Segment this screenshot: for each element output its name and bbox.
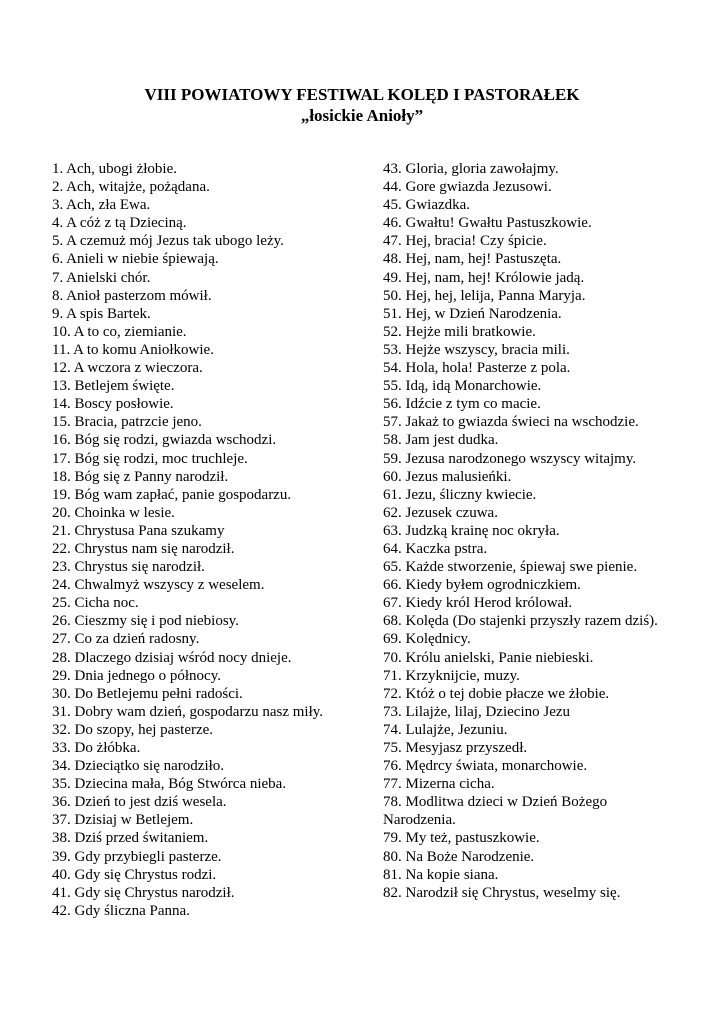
song-item: 28. Dlaczego dzisiaj wśród nocy dnieje.	[52, 649, 292, 666]
song-item: 10. A to co, ziemianie.	[52, 323, 187, 340]
song-item: 80. Na Boże Narodzenie.	[383, 848, 535, 865]
festival-title: VIII POWIATOWY FESTIWAL KOLĘD I PASTORAŁEK	[144, 85, 580, 104]
song-item: 30. Do Betlejemu pełni radości.	[52, 685, 243, 702]
song-item: 79. My też, pastuszkowie.	[383, 830, 540, 847]
song-item: 27. Co za dzień radosny.	[52, 631, 200, 648]
song-item: 31. Dobry wam dzień, gospodarzu nasz miły.	[52, 703, 324, 720]
song-item: 77. Mizerna cicha.	[383, 776, 495, 793]
song-item: 56. Idźcie z tym co macie.	[383, 396, 541, 413]
song-item: 51. Hej, w Dzień Narodzenia.	[383, 305, 562, 322]
song-item: 49. Hej, nam, hej! Królowie jadą.	[383, 269, 585, 286]
song-item: 13. Betlejem święte.	[52, 378, 175, 395]
song-item: 29. Dnia jednego o północy.	[52, 667, 221, 684]
song-item: 81. Na kopie siana.	[383, 866, 499, 883]
song-item: 38. Dziś przed świtaniem.	[52, 830, 209, 847]
festival-subtitle: „łosickie Anioły”	[300, 106, 424, 125]
song-item: 18. Bóg się z Panny narodził.	[52, 468, 229, 485]
song-item: 72. Któż o tej dobie płacze we żłobie.	[383, 685, 610, 702]
song-item: 25. Cicha noc.	[52, 595, 139, 612]
song-item: 46. Gwałtu! Gwałtu Pastuszkowie.	[383, 215, 592, 232]
song-item: 58. Jam jest dudka.	[383, 432, 499, 449]
song-item: 33. Do żłóbka.	[52, 740, 141, 756]
song-item: 40. Gdy się Chrystus rodzi.	[52, 866, 217, 883]
song-item: 19. Bóg wam zapłać, panie gospodarzu.	[52, 486, 292, 503]
song-item: 66. Kiedy byłem ogrodniczkiem.	[383, 577, 581, 594]
song-item: 62. Jezusek czuwa.	[383, 504, 498, 521]
song-item: 23. Chrystus się narodził.	[52, 559, 205, 576]
song-item: 47. Hej, bracia! Czy śpicie.	[383, 233, 547, 250]
song-item: 16. Bóg się rodzi, gwiazda wschodzi.	[52, 432, 277, 449]
song-item: 65. Każde stworzenie, śpiewaj swe pienie.	[383, 559, 638, 576]
song-item: 2. Ach, witajże, pożądana.	[52, 179, 210, 196]
song-item: 8. Anioł pasterzom mówił.	[52, 287, 212, 304]
song-item: 67. Kiedy król Herod królował.	[383, 595, 573, 612]
song-list-right	[383, 160, 683, 902]
song-item: 45. Gwiazdka.	[383, 197, 471, 214]
song-item: 71. Krzyknijcie, muzy.	[383, 667, 520, 684]
song-item: 22. Chrystus nam się narodził.	[52, 540, 235, 557]
song-item: 52. Hejże mili bratkowie.	[383, 323, 536, 340]
song-item: 9. A spis Bartek.	[52, 305, 151, 322]
document-header	[0, 84, 724, 126]
song-item: 73. Lilajże, lilaj, Dziecino Jezu	[383, 703, 571, 720]
song-item: 76. Mędrcy świata, monarchowie.	[383, 758, 588, 775]
song-item: 61. Jezu, śliczny kwiecie.	[383, 486, 537, 503]
song-item: 53. Hejże wszyscy, bracia mili.	[383, 341, 570, 358]
song-item: 55. Idą, idą Monarchowie.	[383, 378, 542, 395]
song-item: 17. Bóg się rodzi, moc truchleje.	[52, 450, 248, 467]
song-item: 15. Bracia, patrzcie jeno.	[52, 414, 202, 431]
song-item: 35. Dziecina mała, Bóg Stwórca nieba.	[52, 776, 287, 793]
song-item: 42. Gdy śliczna Panna.	[52, 902, 190, 919]
song-item: 24. Chwalmyż wszyscy z weselem.	[52, 577, 265, 594]
song-item: 63. Judzką krainę noc okryła.	[383, 522, 560, 539]
song-item: 48. Hej, nam, hej! Pastuszęta.	[383, 251, 562, 268]
song-item: 6. Anieli w niebie śpiewają.	[52, 251, 219, 268]
song-item: 21. Chrystusa Pana szukamy	[52, 522, 225, 539]
song-item: 32. Do szopy, hej pasterze.	[52, 721, 214, 738]
song-item: 78. Modlitwa dzieci w Dzień Bożego Narodzenia.	[383, 794, 608, 829]
song-item: 70. Królu anielski, Panie niebieski.	[383, 649, 594, 666]
song-item: 57. Jakaż to gwiazda świeci na wschodzie.	[383, 414, 639, 431]
song-item: 36. Dzień to jest dziś wesela.	[52, 794, 227, 811]
song-item: 39. Gdy przybiegli pasterze.	[52, 848, 222, 865]
song-item: 43. Gloria, gloria zawołajmy.	[383, 161, 559, 177]
song-item: 1. Ach, ubogi żłobie.	[52, 161, 177, 177]
song-item: 69. Kolędnicy.	[383, 631, 471, 648]
song-item: 5. A czemuż mój Jezus tak ubogo leży.	[52, 233, 284, 250]
song-item: 3. Ach, zła Ewa.	[52, 197, 151, 214]
song-item: 11. A to komu Aniołkowie.	[52, 341, 214, 358]
song-item: 54. Hola, hola! Pasterze z pola.	[383, 360, 571, 377]
song-list-left	[52, 160, 382, 920]
song-item: 75. Mesyjasz przyszedł.	[383, 740, 528, 756]
song-item: 74. Lulajże, Jezuniu.	[383, 721, 508, 738]
song-item: 14. Boscy posłowie.	[52, 396, 174, 413]
song-item: 82. Narodził się Chrystus, weselmy się.	[383, 884, 621, 901]
song-item: 34. Dzieciątko się narodziło.	[52, 758, 225, 775]
song-item: 37. Dzisiaj w Betlejem.	[52, 812, 194, 829]
song-item: 41. Gdy się Chrystus narodził.	[52, 884, 235, 901]
song-item: 60. Jezus malusieńki.	[383, 468, 512, 485]
song-item: 44. Gore gwiazda Jezusowi.	[383, 179, 552, 196]
song-item: 12. A wczora z wieczora.	[52, 360, 203, 377]
song-item: 50. Hej, hej, lelija, Panna Maryja.	[383, 287, 586, 304]
song-item: 4. A cóż z tą Dzieciną.	[52, 215, 187, 232]
song-item: 7. Anielski chór.	[52, 269, 151, 286]
song-item: 64. Kaczka pstra.	[383, 540, 488, 557]
song-item: 20. Choinka w lesie.	[52, 504, 175, 521]
song-item: 68. Kolęda (Do stajenki przyszły razem dziś).	[383, 613, 658, 630]
song-item: 26. Cieszmy się i pod niebiosy.	[52, 613, 239, 630]
song-item: 59. Jezusa narodzonego wszyscy witajmy.	[383, 450, 637, 467]
